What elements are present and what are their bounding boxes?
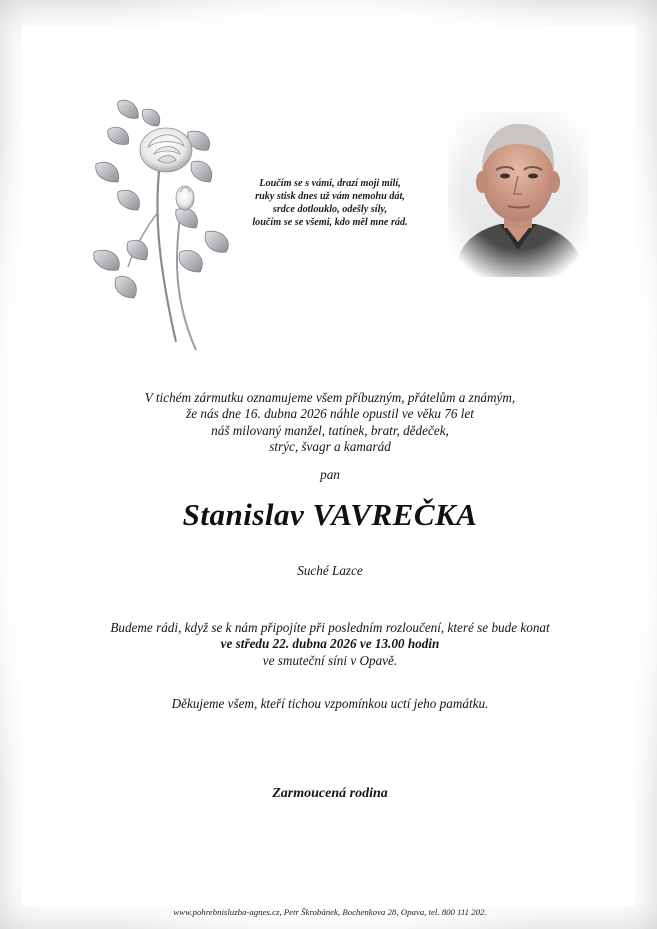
farewell-verse [228,177,432,229]
funeral-invitation: Budeme rádi, když se k nám připojíte při posledním rozloučení, které se bude konat [110,620,550,635]
announcement-line: V tichém zármutku oznamujeme všem příbuzným, přátelům a známým, [144,390,516,405]
rose-illustration [88,92,238,354]
verse-line: loučím se se všemi, kdo měl mne rád. [252,217,408,228]
announcement-line: že nás dne 16. dubna 2026 náhle opustil ve věku 76 let [186,406,474,422]
thanks-text: Děkujeme všem, kteří tichou vzpomínkou uctí jeho památku. [171,696,489,711]
announcement-line: náš milovaný manžel, tatínek, bratr, dědeček, [211,422,449,438]
title-word: pan [320,467,340,482]
announcement-line: strýc, švagr a kamarád [269,439,391,455]
deceased-name: Stanislav VAVREČKA [182,497,478,532]
signature: Zarmoucená rodina [272,786,388,801]
funeral-service-footer: www.pohrebnisluzba-agnes.cz, Petr Škrobánek, Bochenkova 28, Opava, tel. 800 111 202. [173,907,487,917]
deceased-portrait [448,112,588,277]
verse-line: srdce dotlouklo, odešly síly, [272,204,388,215]
announcement-text [60,390,600,456]
funeral-datetime: ve středu 22. dubna 2026 ve 13.00 hodin [220,636,440,652]
funeral-venue: ve smuteční síni v Opavě. [262,652,398,668]
verse-line: Loučím se s vámi, drazí moji milí, [259,178,401,189]
residence: Suché Lazce [297,563,363,578]
verse-line: ruky stisk dnes už vám nemohu dát, [255,191,405,202]
funeral-info [40,620,620,669]
